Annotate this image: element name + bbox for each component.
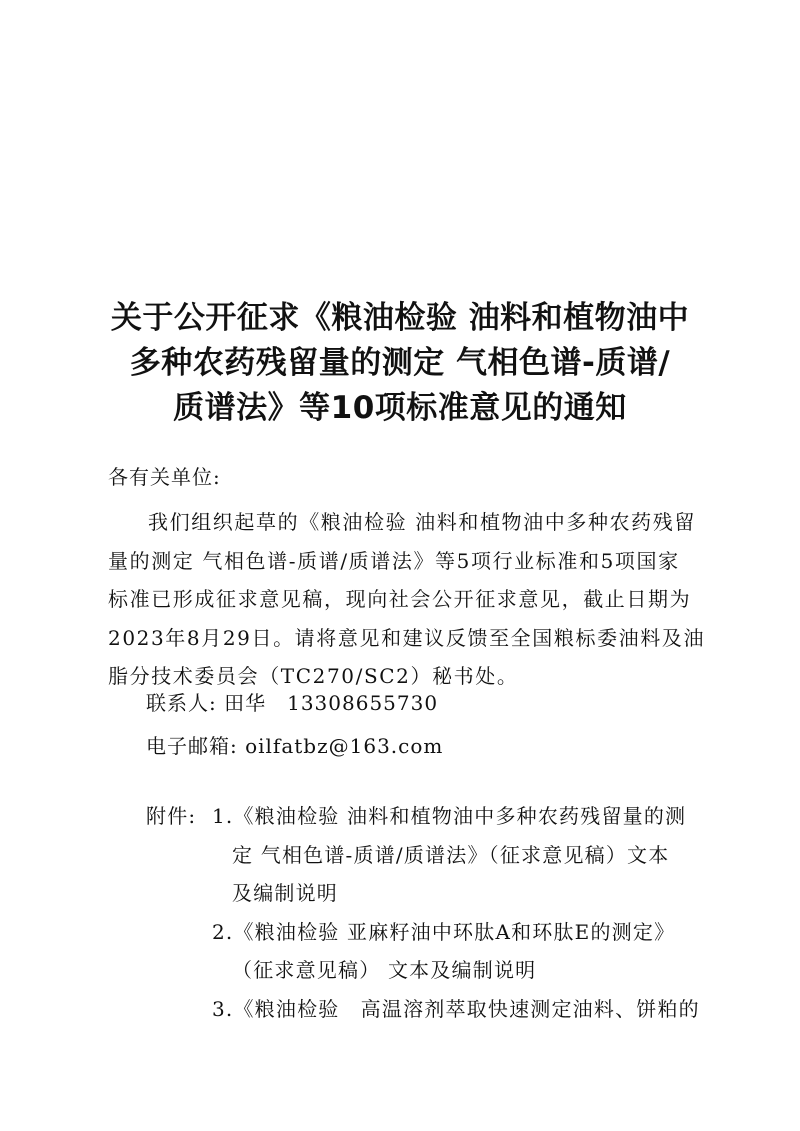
document-title — [90, 296, 710, 431]
title-line: 质谱法》等10项标准意见的通知 — [173, 390, 627, 426]
salutation: 各有关单位: — [108, 465, 221, 489]
attachments-list — [146, 797, 706, 1028]
body-line: 我们组织起草的《粮油检验 油料和植物油中多种农药残留 — [148, 510, 696, 534]
attachment-line: 2.《粮油检验 亚麻籽油中环肽A和环肽E的测定》 — [212, 919, 676, 944]
title-line: 关于公开征求《粮油检验 油料和植物油中 — [110, 300, 690, 336]
body-line: 脂分技术委员会（TC270/SC2）秘书处。 — [108, 664, 519, 688]
attachment-item — [146, 913, 706, 990]
attachment-line: 及编制说明 — [232, 881, 338, 905]
attachment-line: 1.《粮油检验 油料和植物油中多种农药残留量的测 — [212, 804, 687, 828]
attachment-line: （征求意见稿） 文本及编制说明 — [232, 958, 537, 982]
body-line: 标准已形成征求意见稿，现向社会公开征求意见，截止日期为 — [108, 587, 692, 611]
attachment-item — [146, 990, 706, 1029]
title-line: 多种农药残留量的测定 气相色谱-质谱/ — [129, 345, 671, 381]
contact-line: 联系人: 田华 13308655730 — [146, 691, 439, 715]
email-line: 电子邮箱: oilfatbz@163.com — [146, 734, 444, 758]
attachment-line: 3.《粮油检验 高温溶剂萃取快速测定油料、饼粕的 — [212, 996, 700, 1021]
body-line: 量的测定 气相色谱-质谱/质谱法》等5项行业标准和5项国家 — [108, 548, 680, 573]
attachments-label: 附件: — [146, 804, 197, 828]
attachment-item — [146, 797, 706, 913]
body-paragraph — [108, 503, 708, 696]
attachments-block — [146, 797, 706, 1028]
body-line: 2023年8月29日。请将意见和建议反馈至全国粮标委油料及油 — [108, 625, 706, 650]
attachment-line: 定 气相色谱-质谱/质谱法》（征求意见稿）文本 — [232, 842, 670, 867]
